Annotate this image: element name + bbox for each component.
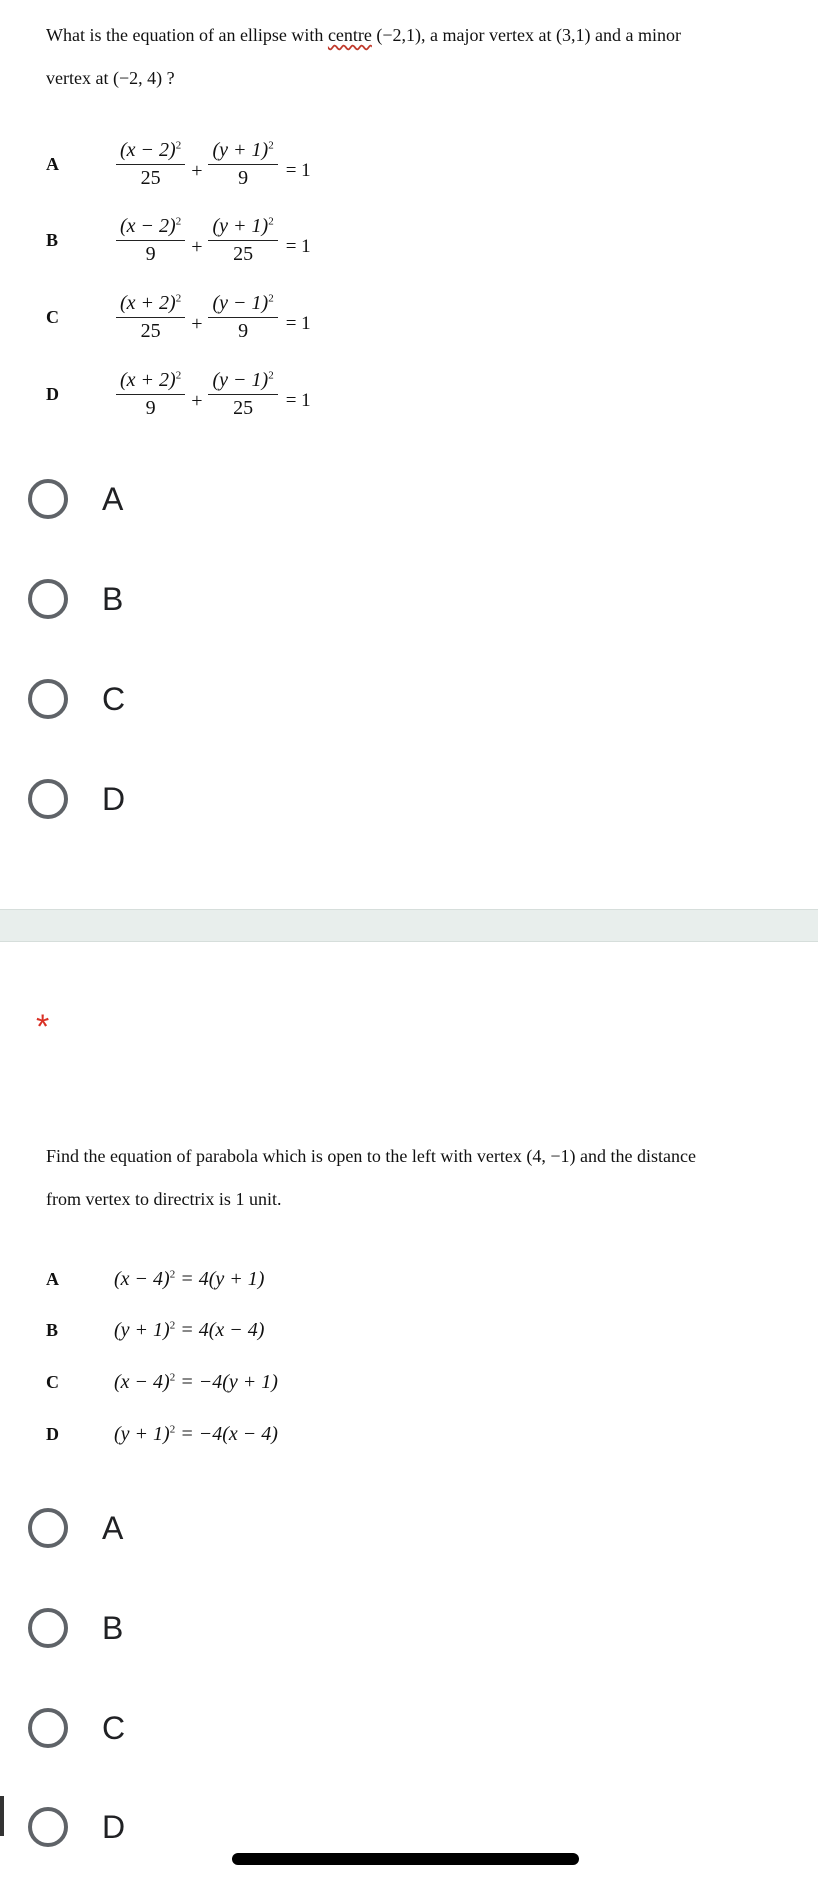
question-1-text: [46, 14, 786, 100]
radio-label[interactable]: A: [102, 1509, 124, 1546]
question-1-text-part: ?: [162, 68, 175, 88]
radio-label[interactable]: B: [102, 580, 124, 617]
denominator: 25: [233, 396, 254, 419]
question-1-spellcheck-word: centre: [327, 25, 372, 45]
exponent: 2: [268, 291, 274, 304]
option-letter: D: [46, 383, 59, 404]
option-equation: [114, 369, 311, 420]
option-equation: [114, 292, 311, 343]
exponent: 2: [175, 138, 182, 151]
option-letter: C: [46, 1371, 59, 1392]
question-2-text: [46, 1135, 786, 1221]
question-2-option-b: [46, 1300, 264, 1360]
option-letter: A: [46, 1268, 59, 1289]
plus-sign: +: [191, 159, 203, 182]
equation-lhs: (x − 4): [114, 1370, 170, 1393]
exponent: 2: [268, 214, 274, 227]
equals-one: = 1: [285, 160, 311, 181]
question-1-centre-value: (−2,1): [371, 25, 422, 45]
exponent: 2: [169, 1267, 176, 1280]
option-equation: [114, 1423, 278, 1446]
plus-sign: +: [191, 312, 203, 335]
radio-button[interactable]: [28, 779, 68, 819]
option-equation: [114, 139, 311, 190]
radio-label[interactable]: D: [102, 1808, 126, 1845]
equals-one: = 1: [285, 313, 311, 334]
exponent: 2: [169, 1422, 176, 1435]
equation-rhs: = −4(x − 4): [175, 1422, 278, 1445]
denominator: 25: [140, 319, 161, 342]
numerator: (x + 2): [120, 368, 176, 391]
equals-one: = 1: [285, 236, 311, 257]
option-equation: [114, 215, 311, 266]
radio-button[interactable]: [28, 1708, 68, 1748]
numerator: (x + 2): [120, 291, 176, 314]
question-1-choice-c[interactable]: [28, 669, 125, 729]
option-letter: B: [46, 229, 59, 250]
question-1-text-part: vertex at: [46, 68, 113, 88]
question-1-minor-value: (−2, 4): [112, 68, 163, 88]
equation-lhs: (y + 1): [114, 1422, 170, 1445]
question-1-choice-b[interactable]: [28, 569, 123, 629]
question-2-option-c: [46, 1352, 278, 1412]
denominator: 25: [233, 242, 254, 265]
radio-button[interactable]: [28, 1508, 68, 1548]
radio-button[interactable]: [28, 1608, 68, 1648]
question-1-text-part: and a minor: [590, 25, 681, 45]
question-1-text-part: What is the equation of an ellipse with: [46, 25, 328, 45]
question-1-choice-d[interactable]: [28, 769, 125, 829]
question-2-choice-a[interactable]: [28, 1498, 123, 1558]
plus-sign: +: [191, 389, 203, 412]
question-separator: [0, 909, 818, 942]
denominator: 9: [238, 319, 249, 342]
radio-button[interactable]: [28, 579, 68, 619]
numerator: (x − 2): [120, 138, 176, 161]
equals-one: = 1: [285, 390, 311, 411]
question-2-choice-c[interactable]: [28, 1698, 125, 1758]
radio-label[interactable]: B: [102, 1609, 124, 1646]
exponent: 2: [268, 368, 274, 381]
numerator: (y + 1): [212, 214, 269, 237]
question-1-option-c: [46, 287, 311, 347]
question-1-option-d: [46, 364, 311, 424]
question-2-text-part: Find the equation of parabola which is open to the left with vertex: [46, 1146, 527, 1166]
question-1-text-part: , a major vertex at: [421, 25, 556, 45]
exponent: 2: [175, 368, 182, 381]
question-2-vertex-value: (4, −1): [526, 1146, 576, 1166]
radio-button[interactable]: [28, 679, 68, 719]
question-2-text-part: and the distance: [575, 1146, 696, 1166]
required-asterisk: *: [36, 1008, 50, 1046]
equation-lhs: (y + 1): [114, 1318, 170, 1341]
plus-sign: +: [191, 235, 203, 258]
question-1-option-a: [46, 134, 311, 194]
option-equation: [114, 1319, 264, 1342]
radio-label[interactable]: C: [102, 680, 126, 717]
exponent: 2: [268, 138, 274, 151]
scroll-edge-indicator: [0, 1796, 4, 1836]
exponent: 2: [169, 1370, 176, 1383]
equation-lhs: (x − 4): [114, 1267, 170, 1290]
option-equation: [114, 1371, 278, 1394]
radio-button[interactable]: [28, 1807, 68, 1847]
question-2-choice-d[interactable]: [28, 1797, 125, 1857]
denominator: 25: [140, 166, 161, 189]
question-2-text-part: from vertex to directrix is 1 unit.: [46, 1189, 282, 1209]
option-letter: A: [46, 153, 59, 174]
option-letter: D: [46, 1423, 59, 1444]
denominator: 9: [145, 396, 156, 419]
denominator: 9: [145, 242, 156, 265]
exponent: 2: [175, 214, 182, 227]
option-letter: C: [46, 306, 59, 327]
home-indicator[interactable]: [232, 1853, 579, 1865]
numerator: (y − 1): [212, 368, 269, 391]
question-1-vertex-value: (3,1): [556, 25, 591, 45]
numerator: (y + 1): [212, 138, 269, 161]
equation-rhs: = −4(y + 1): [175, 1370, 278, 1393]
exponent: 2: [175, 291, 182, 304]
numerator: (y − 1): [212, 291, 269, 314]
question-2-choice-b[interactable]: [28, 1598, 123, 1658]
radio-label[interactable]: C: [102, 1709, 126, 1746]
question-1-option-b: [46, 210, 311, 270]
radio-button[interactable]: [28, 479, 68, 519]
question-1-choice-a[interactable]: [28, 469, 123, 529]
denominator: 9: [238, 166, 249, 189]
radio-label[interactable]: A: [102, 480, 124, 517]
radio-label[interactable]: D: [102, 780, 126, 817]
question-2-option-d: [46, 1404, 278, 1464]
question-card-1: [0, 0, 818, 909]
exponent: 2: [169, 1318, 176, 1331]
option-equation: [114, 1268, 264, 1291]
numerator: (x − 2): [120, 214, 176, 237]
equation-rhs: = 4(y + 1): [175, 1267, 265, 1290]
option-letter: B: [46, 1319, 59, 1340]
equation-rhs: = 4(x − 4): [175, 1318, 265, 1341]
